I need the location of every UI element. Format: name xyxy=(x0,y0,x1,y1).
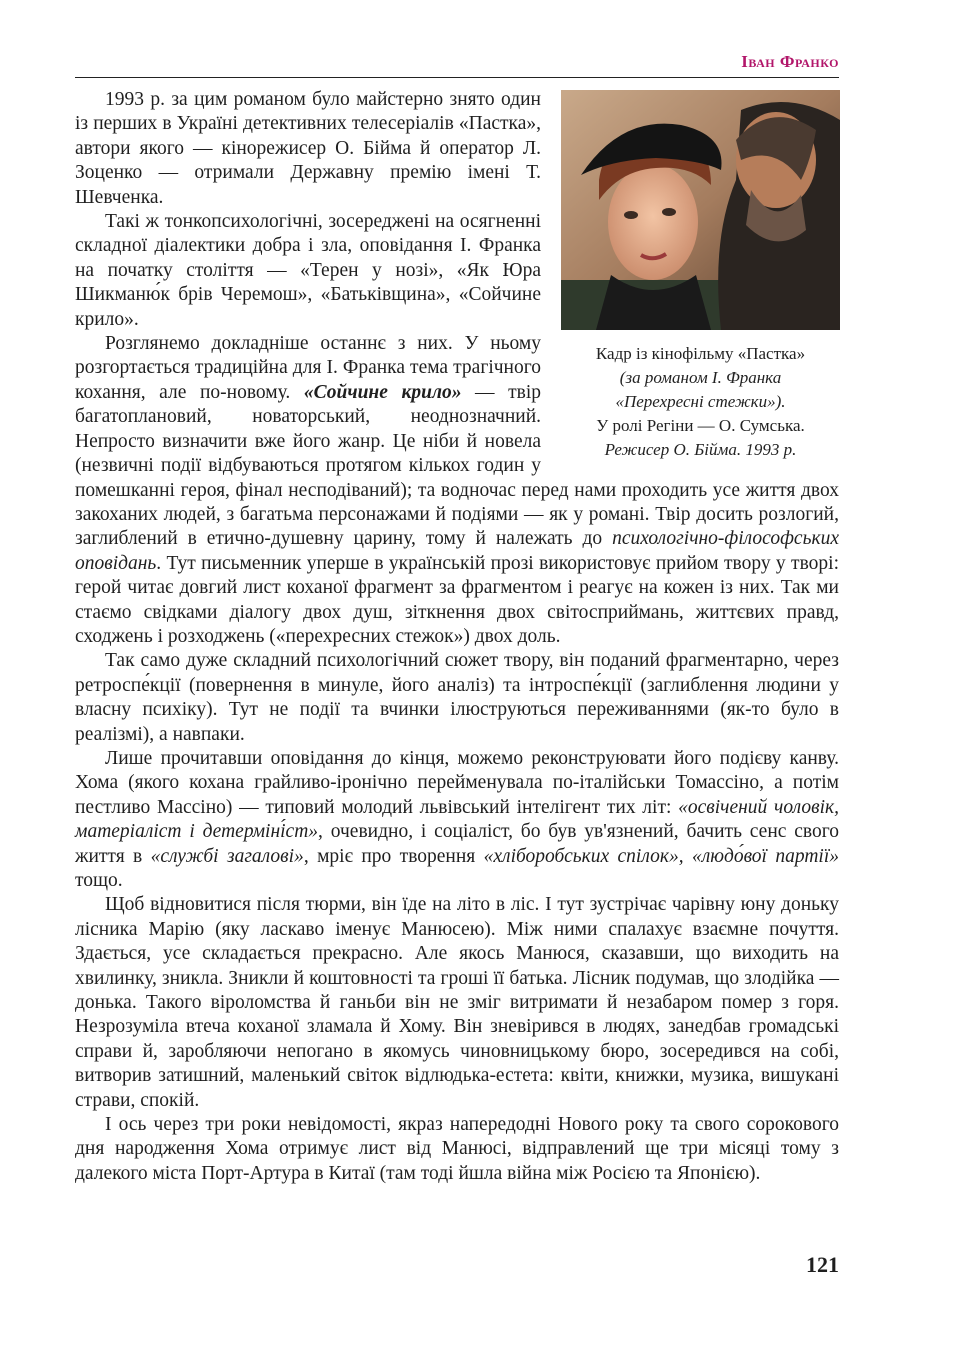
caption-line: (за романом І. Франка xyxy=(619,368,782,387)
text-run: — твір багатоплановий, новаторський, неоднозначний. Непросто визначити вже його жанр. Це ніби й новела (незвичні події відбуваються протягом кількох годин у помешканні героя, фінал несподіваний); та водночас перед нами проходить усе життя двох закоханих людей, з багатьма персонажами й подіями — як у романі. Твір досить розлогий, заглиблений в етично-душевну царину, тому й належать до xyxy=(75,381,839,550)
caption-line: Режисер О. Бійма. 1993 р. xyxy=(604,440,797,459)
paragraph xyxy=(75,747,839,893)
text-run: . Тут письменник уперше в українській прозі використовує прийом твору у творі: герой читає довгий лист коханої фрагмент за фрагментом і реагує на кожен із них. Так ми стаємо свідками діалогу двох душ, зіткнення двох світосприймань, життєвих правд, сходжень і розходжень («перехресних стежок») двох доль. xyxy=(75,552,839,647)
figure-float-space xyxy=(541,88,839,460)
text-run: Лише прочитавши оповідання до кінця, можемо реконструювати його подієву канву. Хома (якого кохана грайливо-іронічно перейменувала по-італійськи Томассіно, а потім пестливо Массіно) — типовий молодий львівський інтелігент тих літ: xyxy=(75,747,839,818)
caption-line: Кадр із кінофільму «Пастка» xyxy=(595,344,806,363)
work-title: «Сойчине крило» xyxy=(303,381,462,403)
caption-line: «Перехресні стежки»). xyxy=(615,392,786,411)
paragraph: Так само дуже складний психологічний сюжет твору, він поданий фрагментарно, через ретроспе́кції (повернення в минуле, його аналіз) та інтроспе́кції (заглиблення людини у власну психіку). Тут не події та вчинки ілюструються переживаннями (як-то було в реалізмі), а навпаки. xyxy=(75,650,839,745)
genre-term: психологічно-філософських оповідань xyxy=(75,528,839,574)
text-run: , мріє про творення xyxy=(303,845,484,867)
quote: «хліборобських спілок», «людо́вої партії» xyxy=(483,845,840,867)
quote: «службі загалові» xyxy=(150,845,304,867)
text-run: тощо. xyxy=(75,870,123,891)
caption-line: У ролі Регіни — О. Сумська. xyxy=(596,416,805,435)
text-run: Розглянемо докладніше останнє з них. У ньому розгортається традиційна для І. Франка тема трагічного кохання, але по-новому. xyxy=(75,333,541,403)
running-title: Іван Франко xyxy=(741,52,839,71)
body-text xyxy=(75,88,839,1186)
header-rule xyxy=(75,77,839,78)
text-run: , очевидно, і соціаліст, бо був ув'язнений, бачить сенс свого життя в xyxy=(75,821,839,867)
page-number: 121 xyxy=(806,1252,839,1277)
quote: «освічений чоловік, матеріаліст і детерміні́ст» xyxy=(75,796,839,843)
paragraph: 1993 р. за цим романом було майстерно знято один із перших в Україні детективних телесеріалів «Пастка», автори якого — кінорежисер О. Бійма й оператор Л. Зоценко — отримали Державну премію імені Т. Шевченка. xyxy=(75,89,541,208)
paragraph: Такі ж тонкопсихологічні, зосереджені на осягненні складної діалектики добра і зла, оповідання І. Франка на початку століття — «Терен у нозі», «Як Юра Шикманю́к брів Черемош», «Батьківщина», «Сойчине крило». xyxy=(75,211,541,330)
paragraph: Щоб відновитися після тюрми, він їде на літо в ліс. І тут зустрічає чарівну юну доньку лісника Марію (яку ласкаво іменує Манюсею). Між ними спалахує взаємне почуття. Здається, усе складається прекрасно. Але якось Манюся, сказавши, що виходить на хвилинку, зникла. Зникли й коштовності та гроші її батька. Лісник подумав, що злодійка — донька. Такого віроломства й ганьби він не зміг витримати й незабаром помер з горя. Незрозуміла втеча коханої зламала й Хому. Він зневірився в людях, занедбав громадські справи й, заробляючи непогано в якомусь чиновницькому бюро, зосередився на собі, витворив затишний, маленький світок відлюдька-естета: квіти, книжки, музика, вишукані страви, спокій. xyxy=(75,894,839,1111)
paragraph: І ось через три роки невідомості, якраз напередодні Нового року та свого сорокового дня народження Хома отримує лист від Манюсі, відправлений ще три місяці тому з далекого міста Порт-Артура в Китаї (там тоді йшла війна між Росією та Японією). xyxy=(75,1114,839,1184)
